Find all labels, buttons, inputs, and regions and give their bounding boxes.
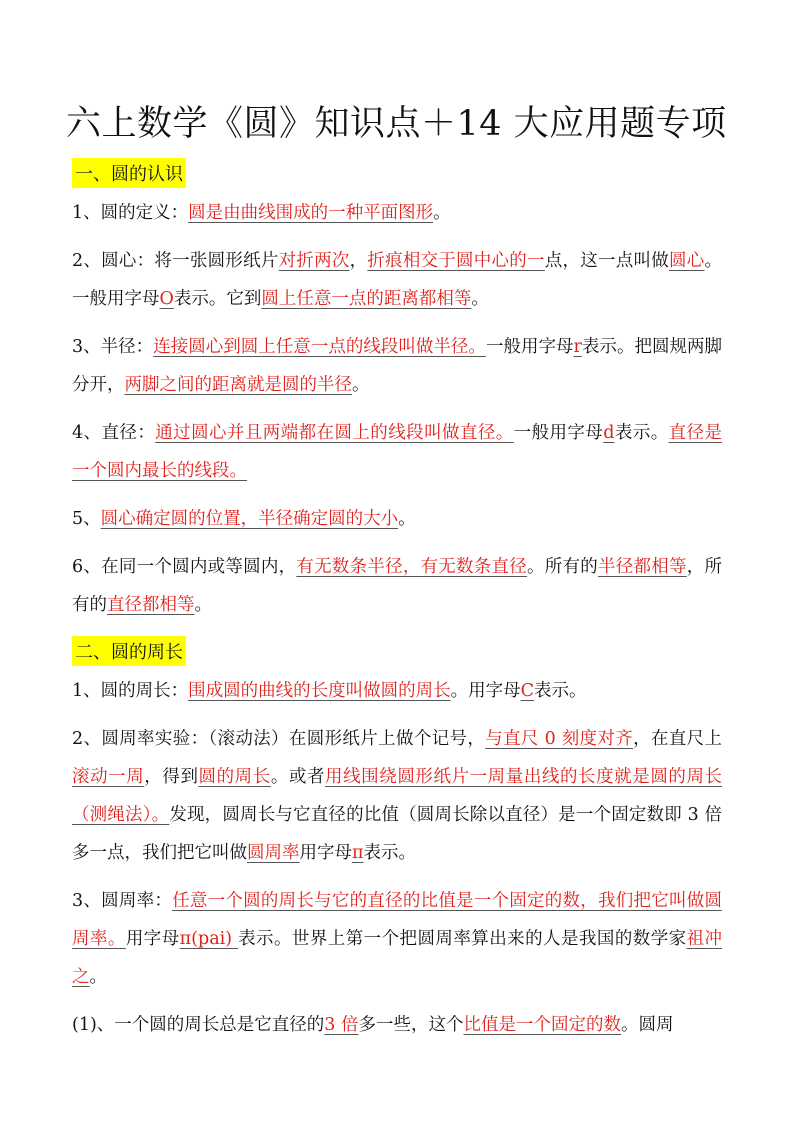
text: 1、圆的周长： <box>72 681 189 701</box>
text: 。 <box>352 375 370 395</box>
document-page <box>66 96 727 1054</box>
answer-text: 圆上任意一点的距离都相等 <box>261 289 472 309</box>
paragraph-definition <box>72 194 722 232</box>
answer-text: 圆的周长 <box>198 767 271 787</box>
text: 。 <box>194 595 212 615</box>
text: 表示。 <box>534 681 587 701</box>
text: ，得到 <box>144 767 199 787</box>
answer-text: 有无数条半径，有无数条直径 <box>296 557 528 577</box>
answer-text: 围成圆的曲线的长度叫做圆的周长 <box>188 681 451 701</box>
answer-text: 滚动一周 <box>72 767 145 787</box>
paragraph-circumference <box>72 672 722 710</box>
answer-text: O <box>159 289 174 309</box>
paragraph-radius <box>72 328 722 404</box>
answer-text: 圆心 <box>669 251 705 271</box>
answer-text: 直径都相等 <box>107 595 195 615</box>
text: 。 <box>471 289 489 309</box>
answer-text: 3 倍 <box>324 1015 359 1035</box>
text: 3、半径： <box>72 337 154 357</box>
answer-text: 任意一个圆的周长与它的直径的比值是一个固定的数，我们把它叫做圆周率。 <box>72 891 723 949</box>
answer-text: 与直尺 0 刻度对齐 <box>485 729 634 749</box>
text: 。圆周 <box>621 1015 674 1035</box>
text: 用字母 <box>125 929 180 949</box>
text: 一般用字母 <box>513 423 604 443</box>
answer-text: 祖冲之 <box>72 929 723 987</box>
text: (1)、一个圆的周长总是它直径的 <box>72 1015 325 1035</box>
text: ， <box>349 251 368 271</box>
text: 一般用字母 <box>485 337 574 357</box>
text: 6、在同一个圆内或等圆内， <box>72 557 297 577</box>
answer-text: C <box>520 681 535 701</box>
page-title: 六上数学《圆》知识点＋14 大应用题专项 <box>66 104 727 144</box>
answer-text: d <box>603 423 615 443</box>
paragraph-center <box>72 242 722 318</box>
answer-text: 连接圆心到圆上任意一点的线段叫做半径。 <box>153 337 486 357</box>
answer-text: 圆心确定圆的位置，半径确定圆的大小 <box>100 509 399 529</box>
answer-text: 半径都相等 <box>598 557 687 577</box>
answer-text: r <box>573 337 582 357</box>
text: ，在直尺上 <box>633 729 722 749</box>
paragraph-diameter <box>72 414 722 490</box>
text: 。或者 <box>270 767 326 787</box>
text: 4、直径： <box>72 423 156 443</box>
text: 3、圆周率： <box>72 891 173 911</box>
answer-text: 对折两次 <box>278 251 350 271</box>
text: 。所有的 <box>527 557 599 577</box>
section-heading-1: 一、圆的认识 <box>72 158 186 188</box>
answer-text: π <box>352 843 364 863</box>
answer-text: 通过圆心并且两端都在圆上的线段叫做直径。 <box>155 423 514 443</box>
paragraph-position-size <box>72 500 722 538</box>
answer-text: 用线围绕圆形纸片一周量出线的长度就是圆的周长（测绳法）。 <box>72 767 723 825</box>
answer-text: 圆是由曲线围成的一种平面图形 <box>188 203 434 223</box>
text: 。 <box>398 509 416 529</box>
text: 表示。它到 <box>173 289 262 309</box>
text: 。 <box>433 203 451 223</box>
text: 。一般用字母 <box>72 251 723 309</box>
text: 点，这一点叫做 <box>544 251 670 271</box>
text: 表示。 <box>363 843 417 863</box>
answer-text: 直径是一个圆内最长的线段。 <box>72 423 723 481</box>
text: ，所有的 <box>72 557 723 615</box>
text: 5、 <box>72 509 101 529</box>
text: 2、圆周率实验：（滚动法）在圆形纸片上做个记号， <box>72 729 486 749</box>
answer-text: 两脚之间的距离就是圆的半径 <box>124 375 352 395</box>
section-heading-2: 二、圆的周长 <box>72 636 186 666</box>
answer-text: π(pai) <box>179 929 239 949</box>
text: 用字母 <box>299 843 352 863</box>
text: 。用字母 <box>450 681 521 701</box>
paragraph-pi-note <box>72 1006 722 1044</box>
text: 表示。世界上第一个把圆周率算出来的人是我国的数学家 <box>238 929 687 949</box>
answer-text: 圆周率 <box>247 843 300 863</box>
answer-text: 比值是一个固定的数 <box>463 1015 621 1035</box>
text: 发现，圆周长与它直径的比值（圆周长除以直径）是一个固定数即 3 倍多一点，我们把它叫做 <box>72 805 723 863</box>
paragraph-pi-definition <box>72 882 722 996</box>
paragraph-same-circle <box>72 548 722 624</box>
text: 1、圆的定义： <box>72 203 189 223</box>
text: 多一些，这个 <box>358 1015 464 1035</box>
text: 表示。 <box>614 423 669 443</box>
text: 。 <box>89 967 107 987</box>
paragraph-pi-experiment <box>72 720 722 872</box>
answer-text: 折痕相交于圆中心的一 <box>367 251 545 271</box>
text: 2、圆心：将一张圆形纸片 <box>72 251 279 271</box>
text: 表示。把圆规两脚分开， <box>72 337 723 395</box>
